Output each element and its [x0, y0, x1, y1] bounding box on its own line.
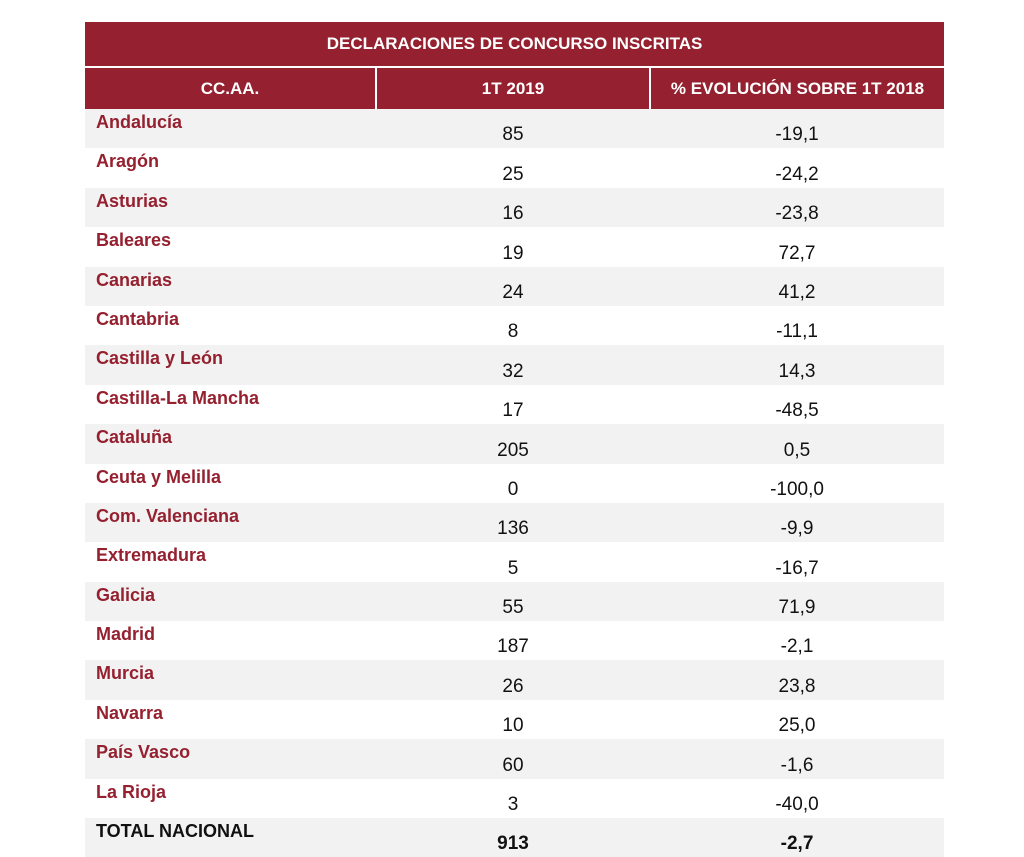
- evolution-cell: -16,7: [650, 542, 944, 581]
- evolution-cell: -19,1: [650, 109, 944, 148]
- table-row: [85, 227, 944, 266]
- total-q1-2019: 913: [376, 818, 650, 857]
- evolution-cell: -9,9: [650, 503, 944, 542]
- evolution-cell: -100,0: [650, 464, 944, 503]
- evolution-cell: 23,8: [650, 660, 944, 699]
- region-cell: Ceuta y Melilla: [85, 464, 376, 503]
- region-cell: País Vasco: [85, 739, 376, 778]
- column-header-region: CC.AA.: [85, 67, 376, 109]
- region-cell: Castilla-La Mancha: [85, 385, 376, 424]
- region-cell: La Rioja: [85, 779, 376, 818]
- column-header-q1-2019: 1T 2019: [376, 67, 650, 109]
- evolution-cell: -24,2: [650, 148, 944, 187]
- table-row: [85, 621, 944, 660]
- table-row: [85, 188, 944, 227]
- table-row: [85, 385, 944, 424]
- concursos-table-container: [85, 22, 944, 857]
- evolution-cell: 41,2: [650, 267, 944, 306]
- region-cell: Com. Valenciana: [85, 503, 376, 542]
- table-row: [85, 700, 944, 739]
- column-header-evolution: % EVOLUCIÓN SOBRE 1T 2018: [650, 67, 944, 109]
- q1-2019-cell: 26: [376, 660, 650, 699]
- region-cell: Aragón: [85, 148, 376, 187]
- total-label: TOTAL NACIONAL: [85, 818, 376, 857]
- table-row: [85, 660, 944, 699]
- region-cell: Navarra: [85, 700, 376, 739]
- table-row: [85, 267, 944, 306]
- evolution-cell: -1,6: [650, 739, 944, 778]
- table-row: [85, 542, 944, 581]
- evolution-cell: 0,5: [650, 424, 944, 463]
- region-cell: Murcia: [85, 660, 376, 699]
- q1-2019-cell: 25: [376, 148, 650, 187]
- q1-2019-cell: 0: [376, 464, 650, 503]
- total-evolution: -2,7: [650, 818, 944, 857]
- q1-2019-cell: 187: [376, 621, 650, 660]
- table-row: [85, 779, 944, 818]
- region-cell: Madrid: [85, 621, 376, 660]
- region-cell: Asturias: [85, 188, 376, 227]
- region-cell: Cataluña: [85, 424, 376, 463]
- table-row: [85, 306, 944, 345]
- evolution-cell: 71,9: [650, 582, 944, 621]
- evolution-cell: -11,1: [650, 306, 944, 345]
- q1-2019-cell: 3: [376, 779, 650, 818]
- q1-2019-cell: 24: [376, 267, 650, 306]
- table-row: [85, 148, 944, 187]
- q1-2019-cell: 60: [376, 739, 650, 778]
- region-cell: Baleares: [85, 227, 376, 266]
- q1-2019-cell: 136: [376, 503, 650, 542]
- table-row: [85, 109, 944, 148]
- region-cell: Castilla y León: [85, 345, 376, 384]
- q1-2019-cell: 205: [376, 424, 650, 463]
- table-row: [85, 464, 944, 503]
- q1-2019-cell: 19: [376, 227, 650, 266]
- column-header-row: [85, 67, 944, 109]
- evolution-cell: 14,3: [650, 345, 944, 384]
- table-row: [85, 582, 944, 621]
- evolution-cell: 72,7: [650, 227, 944, 266]
- table-row: [85, 424, 944, 463]
- total-row: [85, 818, 944, 857]
- q1-2019-cell: 5: [376, 542, 650, 581]
- evolution-cell: -40,0: [650, 779, 944, 818]
- table-row: [85, 345, 944, 384]
- evolution-cell: -48,5: [650, 385, 944, 424]
- q1-2019-cell: 85: [376, 109, 650, 148]
- q1-2019-cell: 8: [376, 306, 650, 345]
- table-title-row: [85, 22, 944, 67]
- q1-2019-cell: 55: [376, 582, 650, 621]
- region-cell: Cantabria: [85, 306, 376, 345]
- q1-2019-cell: 10: [376, 700, 650, 739]
- region-cell: Canarias: [85, 267, 376, 306]
- region-cell: Andalucía: [85, 109, 376, 148]
- table-row: [85, 739, 944, 778]
- evolution-cell: 25,0: [650, 700, 944, 739]
- region-cell: Extremadura: [85, 542, 376, 581]
- q1-2019-cell: 32: [376, 345, 650, 384]
- q1-2019-cell: 16: [376, 188, 650, 227]
- q1-2019-cell: 17: [376, 385, 650, 424]
- evolution-cell: -2,1: [650, 621, 944, 660]
- table-title: DECLARACIONES DE CONCURSO INSCRITAS: [85, 22, 944, 67]
- evolution-cell: -23,8: [650, 188, 944, 227]
- region-cell: Galicia: [85, 582, 376, 621]
- table-row: [85, 503, 944, 542]
- concursos-table: [85, 22, 944, 857]
